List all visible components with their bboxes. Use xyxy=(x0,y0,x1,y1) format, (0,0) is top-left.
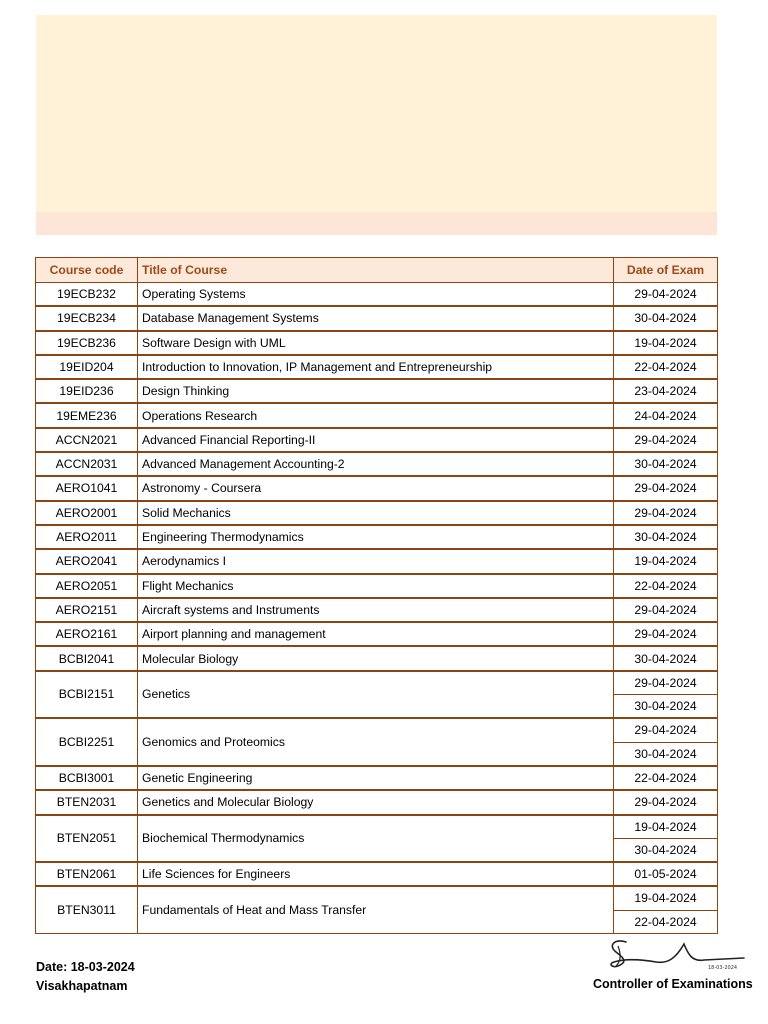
course-title-cell: Biochemical Thermodynamics xyxy=(138,815,614,863)
exam-date-cell: 29-04-2024 xyxy=(614,428,718,452)
exam-date-cell: 24-04-2024 xyxy=(614,403,718,427)
course-title-cell: Aerodynamics I xyxy=(138,549,614,573)
table-row xyxy=(36,525,718,549)
course-title-cell: Database Management Systems xyxy=(138,306,614,330)
course-code-cell: BCBI2041 xyxy=(36,646,138,670)
header-exam-date: Date of Exam xyxy=(614,258,718,283)
course-code-cell: 19ECB232 xyxy=(36,283,138,307)
course-code-cell: AERO2051 xyxy=(36,574,138,598)
table-row xyxy=(36,501,718,525)
course-title-cell: Advanced Financial Reporting-II xyxy=(138,428,614,452)
course-title-cell: Astronomy - Coursera xyxy=(138,476,614,500)
exam-date-cell: 19-04-2024 xyxy=(614,815,718,839)
exam-date-cell: 22-04-2024 xyxy=(614,574,718,598)
signature-image xyxy=(604,936,746,976)
course-title-cell: Airport planning and management xyxy=(138,622,614,646)
course-title-cell: Advanced Management Accounting-2 xyxy=(138,452,614,476)
course-code-cell: ACCN2031 xyxy=(36,452,138,476)
course-code-cell: 19ECB234 xyxy=(36,306,138,330)
course-code-cell: BTEN2061 xyxy=(36,862,138,886)
table-row xyxy=(36,815,718,839)
header-course-title: Title of Course xyxy=(138,258,614,283)
exam-date-cell: 23-04-2024 xyxy=(614,379,718,403)
exam-schedule-table xyxy=(35,257,718,934)
course-code-cell: AERO2161 xyxy=(36,622,138,646)
course-title-cell: Introduction to Innovation, IP Management and Entrepreneurship xyxy=(138,355,614,379)
controller-of-examinations: Controller of Examinations xyxy=(593,977,753,991)
exam-date-cell: 22-04-2024 xyxy=(614,910,718,933)
exam-date-cell: 22-04-2024 xyxy=(614,355,718,379)
exam-date-cell: 19-04-2024 xyxy=(614,549,718,573)
table-row xyxy=(36,549,718,573)
table-header-row xyxy=(36,258,718,283)
table-row xyxy=(36,306,718,330)
exam-date-cell: 29-04-2024 xyxy=(614,671,718,695)
table-row xyxy=(36,476,718,500)
exam-date-cell: 29-04-2024 xyxy=(614,718,718,742)
exam-date-cell: 29-04-2024 xyxy=(614,790,718,814)
course-title-cell: Engineering Thermodynamics xyxy=(138,525,614,549)
course-title-cell: Operations Research xyxy=(138,403,614,427)
exam-date-cell: 01-05-2024 xyxy=(614,862,718,886)
table-row xyxy=(36,646,718,670)
course-title-cell: Genomics and Proteomics xyxy=(138,718,614,766)
course-title-cell: Operating Systems xyxy=(138,283,614,307)
table-row xyxy=(36,283,718,307)
exam-date-cell: 30-04-2024 xyxy=(614,742,718,766)
table-row xyxy=(36,403,718,427)
table-row xyxy=(36,671,718,695)
table-row xyxy=(36,428,718,452)
course-code-cell: AERO2001 xyxy=(36,501,138,525)
exam-date-cell: 30-04-2024 xyxy=(614,525,718,549)
exam-date-cell: 29-04-2024 xyxy=(614,283,718,307)
course-code-cell: 19EID236 xyxy=(36,379,138,403)
footer-place: Visakhapatnam xyxy=(36,979,128,993)
table-row xyxy=(36,790,718,814)
exam-date-cell: 30-04-2024 xyxy=(614,695,718,719)
course-title-cell: Fundamentals of Heat and Mass Transfer xyxy=(138,886,614,933)
course-title-cell: Solid Mechanics xyxy=(138,501,614,525)
course-title-cell: Genetics xyxy=(138,671,614,719)
exam-date-cell: 30-04-2024 xyxy=(614,452,718,476)
course-code-cell: AERO2151 xyxy=(36,598,138,622)
course-code-cell: AERO2041 xyxy=(36,549,138,573)
course-code-cell: AERO1041 xyxy=(36,476,138,500)
table-row xyxy=(36,886,718,910)
header-banner xyxy=(36,15,717,212)
course-title-cell: Flight Mechanics xyxy=(138,574,614,598)
course-code-cell: 19EME236 xyxy=(36,403,138,427)
course-code-cell: BTEN2031 xyxy=(36,790,138,814)
table-row xyxy=(36,452,718,476)
exam-date-cell: 29-04-2024 xyxy=(614,501,718,525)
table-row xyxy=(36,355,718,379)
course-title-cell: Design Thinking xyxy=(138,379,614,403)
table-row xyxy=(36,574,718,598)
table-row xyxy=(36,862,718,886)
course-title-cell: Molecular Biology xyxy=(138,646,614,670)
table-row xyxy=(36,331,718,355)
exam-date-cell: 30-04-2024 xyxy=(614,306,718,330)
table-row xyxy=(36,379,718,403)
exam-date-cell: 30-04-2024 xyxy=(614,838,718,862)
course-title-cell: Genetic Engineering xyxy=(138,766,614,790)
table-row xyxy=(36,766,718,790)
course-code-cell: BCBI2151 xyxy=(36,671,138,719)
course-title-cell: Aircraft systems and Instruments xyxy=(138,598,614,622)
footer-date: Date: 18-03-2024 xyxy=(36,960,135,974)
course-code-cell: BTEN2051 xyxy=(36,815,138,863)
header-banner-strip xyxy=(36,212,717,235)
exam-date-cell: 19-04-2024 xyxy=(614,886,718,910)
course-code-cell: BTEN3011 xyxy=(36,886,138,933)
exam-date-cell: 30-04-2024 xyxy=(614,646,718,670)
course-code-cell: BCBI3001 xyxy=(36,766,138,790)
header-course-code: Course code xyxy=(36,258,138,283)
exam-date-cell: 29-04-2024 xyxy=(614,598,718,622)
course-code-cell: BCBI2251 xyxy=(36,718,138,766)
footer-left xyxy=(36,958,135,996)
exam-date-cell: 22-04-2024 xyxy=(614,766,718,790)
course-code-cell: 19ECB236 xyxy=(36,331,138,355)
course-title-cell: Life Sciences for Engineers xyxy=(138,862,614,886)
table-row xyxy=(36,598,718,622)
signature-date: 18-03-2024 xyxy=(708,965,738,971)
table-row xyxy=(36,718,718,742)
exam-date-cell: 19-04-2024 xyxy=(614,331,718,355)
course-code-cell: AERO2011 xyxy=(36,525,138,549)
table-body xyxy=(36,283,718,934)
table-row xyxy=(36,622,718,646)
course-title-cell: Software Design with UML xyxy=(138,331,614,355)
exam-date-cell: 29-04-2024 xyxy=(614,622,718,646)
exam-date-cell: 29-04-2024 xyxy=(614,476,718,500)
course-code-cell: ACCN2021 xyxy=(36,428,138,452)
course-code-cell: 19EID204 xyxy=(36,355,138,379)
course-title-cell: Genetics and Molecular Biology xyxy=(138,790,614,814)
